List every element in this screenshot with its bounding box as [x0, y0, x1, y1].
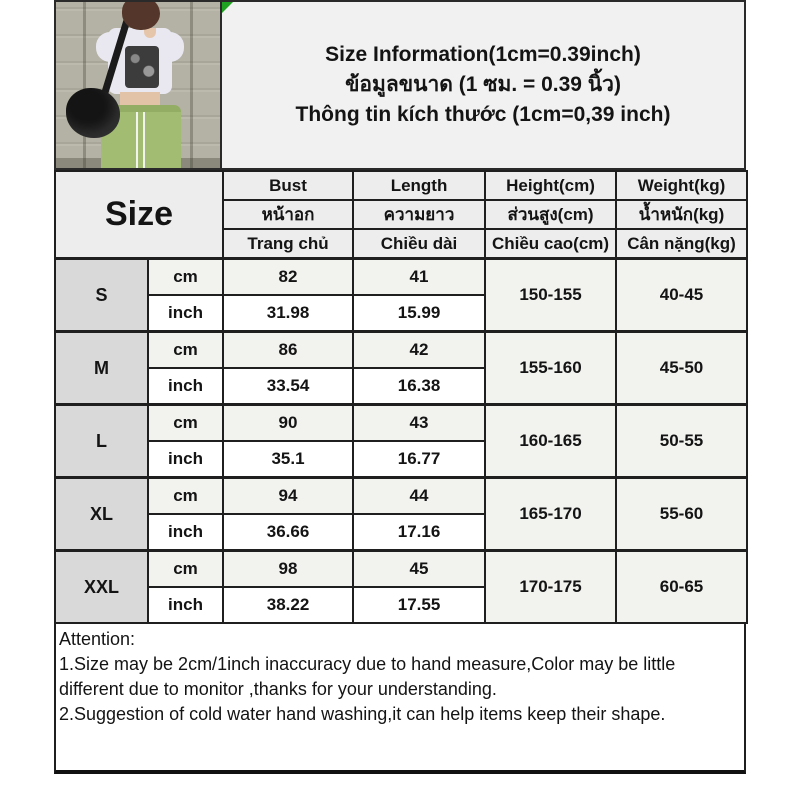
- bust-inch-m: 33.54: [223, 368, 353, 405]
- unit-cm: cm: [148, 551, 223, 588]
- weight-range-m: 45-50: [616, 332, 747, 405]
- title-box: [222, 0, 746, 170]
- length-inch-l: 16.77: [353, 441, 485, 478]
- col-header-weight-en: Weight(kg): [616, 171, 747, 200]
- length-cm-l: 43: [353, 405, 485, 442]
- size-label-l: L: [55, 405, 148, 478]
- col-header-height-th: ส่วนสูง(cm): [485, 200, 616, 229]
- black-shoulder-bag: [66, 88, 120, 138]
- title-vietnamese: Thông tin kích thước (1cm=0,39 inch): [295, 103, 671, 126]
- bust-inch-xxl: 38.22: [223, 587, 353, 623]
- col-header-length-vi: Chiều dài: [353, 229, 485, 259]
- table-row: [55, 332, 747, 369]
- unit-inch: inch: [148, 587, 223, 623]
- size-chart-sheet: [54, 0, 746, 774]
- col-header-bust-vi: Trang chủ: [223, 229, 353, 259]
- top-band: [54, 0, 746, 170]
- col-header-length-en: Length: [353, 171, 485, 200]
- drawstring: [143, 112, 145, 170]
- title-thai: ข้อมูลขนาด (1 ซม. = 0.39 นิ้ว): [345, 73, 621, 96]
- length-cm-xl: 44: [353, 478, 485, 515]
- weight-range-xl: 55-60: [616, 478, 747, 551]
- header-row-english: [55, 171, 747, 200]
- bust-cm-m: 86: [223, 332, 353, 369]
- bust-inch-l: 35.1: [223, 441, 353, 478]
- col-header-height-vi: Chiều cao(cm): [485, 229, 616, 259]
- bust-cm-s: 82: [223, 259, 353, 296]
- height-range-s: 150-155: [485, 259, 616, 332]
- size-table: [54, 170, 748, 624]
- length-inch-xxl: 17.55: [353, 587, 485, 623]
- bust-cm-xxl: 98: [223, 551, 353, 588]
- size-label-xxl: XXL: [55, 551, 148, 624]
- height-range-l: 160-165: [485, 405, 616, 478]
- size-label-s: S: [55, 259, 148, 332]
- col-header-bust-th: หน้าอก: [223, 200, 353, 229]
- bust-cm-xl: 94: [223, 478, 353, 515]
- col-header-weight-vi: Cân nặng(kg): [616, 229, 747, 259]
- height-range-xl: 165-170: [485, 478, 616, 551]
- unit-cm: cm: [148, 332, 223, 369]
- bust-cm-l: 90: [223, 405, 353, 442]
- table-row: [55, 478, 747, 515]
- col-header-length-th: ความยาว: [353, 200, 485, 229]
- height-range-m: 155-160: [485, 332, 616, 405]
- size-corner-header: Size: [55, 171, 223, 259]
- unit-inch: inch: [148, 295, 223, 332]
- weight-range-s: 40-45: [616, 259, 747, 332]
- table-row: [55, 405, 747, 442]
- length-inch-xl: 17.16: [353, 514, 485, 551]
- green-corner-marker-icon: [222, 2, 233, 13]
- unit-cm: cm: [148, 259, 223, 296]
- length-cm-m: 42: [353, 332, 485, 369]
- product-photo: [54, 0, 222, 170]
- attention-note-2: 2.Suggestion of cold water hand washing,it can help items keep their shape.: [59, 704, 666, 724]
- bust-inch-xl: 36.66: [223, 514, 353, 551]
- col-header-weight-th: น้ำหนัก(kg): [616, 200, 747, 229]
- unit-inch: inch: [148, 514, 223, 551]
- col-header-bust-en: Bust: [223, 171, 353, 200]
- drawstring: [136, 112, 138, 168]
- unit-cm: cm: [148, 478, 223, 515]
- height-range-xxl: 170-175: [485, 551, 616, 624]
- attention-heading: Attention:: [59, 629, 136, 649]
- size-label-xl: XL: [55, 478, 148, 551]
- length-inch-s: 15.99: [353, 295, 485, 332]
- col-header-height-en: Height(cm): [485, 171, 616, 200]
- model-hair: [122, 0, 160, 30]
- unit-inch: inch: [148, 441, 223, 478]
- table-row: [55, 259, 747, 296]
- length-cm-xxl: 45: [353, 551, 485, 588]
- weight-range-xxl: 60-65: [616, 551, 747, 624]
- attention-notes: [54, 624, 746, 774]
- weight-range-l: 50-55: [616, 405, 747, 478]
- tshirt-graphic-print: [125, 46, 159, 88]
- unit-inch: inch: [148, 368, 223, 405]
- table-row: [55, 551, 747, 588]
- unit-cm: cm: [148, 405, 223, 442]
- length-cm-s: 41: [353, 259, 485, 296]
- attention-note-1: 1.Size may be 2cm/1inch inaccuracy due to hand measure,Color may be little different due to monitor ,thanks for your understanding.: [59, 654, 676, 699]
- size-label-m: M: [55, 332, 148, 405]
- bust-inch-s: 31.98: [223, 295, 353, 332]
- title-english: Size Information(1cm=0.39inch): [325, 43, 641, 66]
- length-inch-m: 16.38: [353, 368, 485, 405]
